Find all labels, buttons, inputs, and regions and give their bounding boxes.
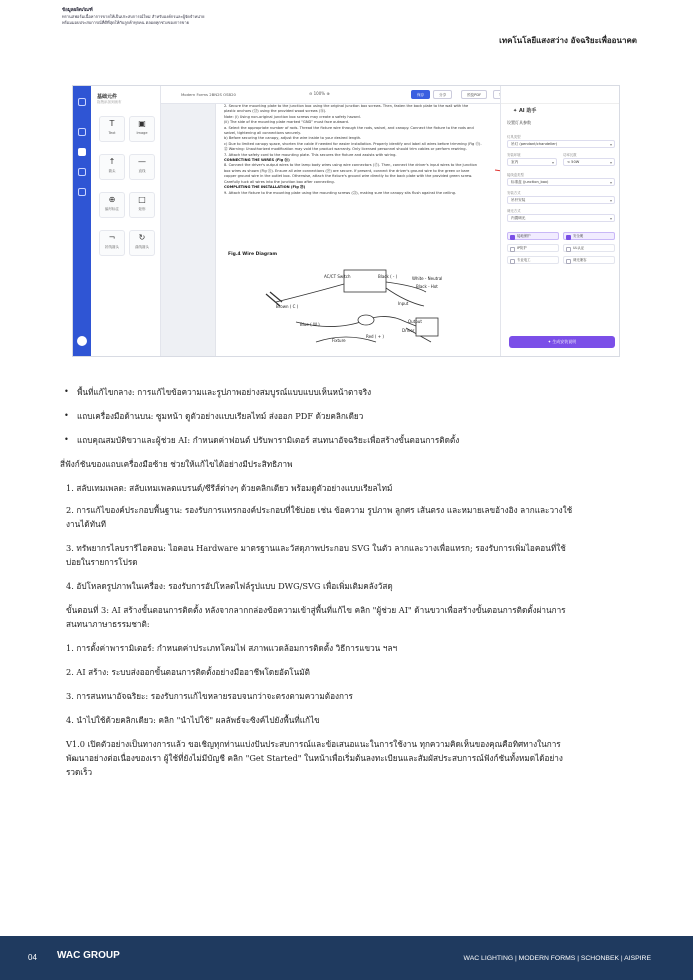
header-right-title: เทคโนโลยีแสงสว่าง อัจฉริยะเพื่ออนาคต [499, 35, 637, 45]
wire-label-output: Output [408, 319, 422, 324]
wire-label-input: Input [398, 301, 409, 306]
tile-elbow-arrow[interactable] [99, 230, 125, 256]
step-line: swivel, tightening all connections securely. [224, 131, 301, 136]
library-icon[interactable] [78, 168, 86, 176]
wire-label-black-hot: Black - Hot [416, 284, 438, 289]
generate-button[interactable]: ✦ 生成安装说明 [509, 336, 615, 348]
closing-paragraph: พัฒนาอย่างต่อเนื่องของเรา ผู้ใช้ที่ยังไม่มีบัญชี คลิก "Get Started" ในหน้าเพื่อเริ่มต้นลงทะเบียนและสัมผัสประสบการณ์ฟังก์ชันทั้งหมดได้อย่าง [66, 753, 563, 763]
tile-label: Image [136, 131, 148, 135]
tile-line[interactable] [129, 154, 155, 180]
field-label: 接线盒类型 [507, 173, 524, 177]
left-rail [73, 86, 91, 356]
step-line: Carefully tuck all wires into the junction box after connecting. [224, 179, 335, 184]
list-item: 2. AI สร้าง: ระบบส่งออกขั้นตอนการติดตั้งอย่างมืออาชีพโดยอัตโนมัติ [66, 667, 310, 677]
step-line: ⑫ Warning: Unauthorized modification may void the product warranty. Only licensed personnel should trim cables or perform rewiring. [224, 147, 467, 152]
wire-label-driver: Driver [402, 328, 415, 333]
wire-label-red: Red ( + ) [366, 334, 384, 339]
fixture-type-select[interactable]: 吊灯 (pendant/chandelier) ▾ [507, 140, 615, 148]
back-icon[interactable] [78, 98, 86, 106]
tile-text[interactable] [99, 116, 125, 142]
check-electrician[interactable]: 专业电工 [507, 256, 559, 264]
panel-title: ✦ AI 助手 [513, 108, 537, 114]
tile-rectangle[interactable] [129, 192, 155, 218]
wire-label-fixture: Fixture [332, 338, 346, 343]
list-item: 2. การแก้ไของค์ประกอบพื้นฐาน: รองรับการแทรกองค์ประกอบที่ใช้บ่อย เช่น ข้อความ รูปภาพ ลูกศร เส้นตรง และหมายเลขอ้างอิง ลากและวางใช้ [66, 505, 573, 515]
field-label: 功率瓦数 [563, 153, 577, 157]
bullet-item: • แถบคุณสมบัติขวาและผู้ช่วย AI: กำหนดค่าฟอนต์ ปรับพารามิเตอร์ สนทนาอัจฉริยะเพื่อสร้างขั้นตอนการติดตั้ง [65, 434, 459, 447]
text-icon: T [109, 119, 115, 128]
step-line: Note: (i) Using non-original junction box screws may create a safety hazard. [224, 114, 361, 119]
elements-icon[interactable] [78, 148, 86, 156]
list-item: 1. การตั้งค่าพารามิเตอร์: กำหนดค่าประเภทโคมไฟ สภาพแวดล้อมการติดตั้ง วิธีการแขวน ฯลฯ [66, 643, 398, 653]
step-line: c) Due to limited canopy space, shorten the cable if needed for easier installation. Properly identify and label all wires before trimming (Fig ⑮). [224, 141, 482, 146]
tile-label: 直线 [138, 169, 146, 173]
wire-label-blue: Blue ( W ) [300, 322, 320, 327]
document-title: Modern Forms 2BN2S OSB20 [181, 92, 236, 97]
save-button[interactable]: 保存 [411, 90, 430, 99]
header-left-line: ทรานสฟอร์มเนื้อหาการขายให้เป็นประสบการณ์ใหม่ สำหรับองค์กรและผู้จัดจำหน่าย [62, 14, 205, 19]
field-label: 安装环境 [507, 153, 521, 157]
bullet-item: • พื้นที่แก้ไขกลาง: การแก้ไขข้อความและรูปภาพอย่างสมบูรณ์แบบแบบเห็นหน้าตาจริง [65, 386, 371, 399]
field-label: 灯具类型 [507, 135, 521, 139]
app-screenshot [72, 85, 620, 357]
list-item: 4. นำไปใช้ด้วยคลิกเดียว: คลิก "นำไปใช้" ผลลัพธ์จะซิงค์ไปยังพื้นที่แก้ไข [66, 715, 320, 725]
wire-label-black: Black ( - ) [378, 274, 398, 279]
mounting-select[interactable]: 吊杆安装 ▾ [507, 196, 615, 204]
list-item: 4. อัปโหลดรูปภาพในเครื่อง: รองรับการอัปโหลดไฟล์รูปแบบ DWG/SVG เพื่อเพิ่มเติมคลังวัสดุ [66, 581, 393, 591]
wire-label-white: White - Neutral [412, 276, 443, 281]
step-line: 2. Secure the mounting plate to the junction box using the original junction box screws. Then, fasten the back plate to the wall with the [224, 104, 469, 108]
tile-label: 矩形 [138, 207, 146, 211]
bullet-item: • แถบเครื่องมือด้านบน: ซูมหน้า ดูตัวอย่างแบบเรียลไทม์ ส่งออก PDF ด้วยคลิกเดียว [65, 410, 363, 423]
image-icon: ▣ [138, 119, 146, 128]
junction-box-select[interactable]: 标准盒 (junction_box) ▾ [507, 178, 615, 186]
wac-group-logo: WAC GROUP [57, 950, 120, 961]
header-left-title: ข้อมูลผลิตภัณฑ์ [62, 8, 93, 13]
tile-label: Text [108, 131, 116, 135]
brand-list: WAC LIGHTING | MODERN FORMS | SCHONBEK | AISPIRE [463, 955, 651, 962]
zoom-value: 100% [313, 91, 326, 96]
field-label: 安装方式 [507, 191, 521, 195]
curve-arrow-icon: ↻ [138, 233, 146, 242]
panel-header [501, 86, 620, 104]
tile-label: 箭头 [108, 169, 116, 173]
element-library [91, 86, 161, 356]
wattage-select[interactable]: < 50W ▾ [563, 158, 615, 166]
step3-heading: ขั้นตอนที่ 3: AI สร้างขั้นตอนการติดตั้ง หลังจากลากกล่องข้อความเข้าสู่พื้นที่แก้ไข คลิก "ผู้ช่วย AI" ด้านขวาเพื่อสร้างขั้นตอนการติดตั้งผ่านการ [66, 605, 566, 615]
step-line: box wires as shown (Fig ⑱). Ensure all wire connections (⑲) are secure. If present, connect the driver's ground wire to the green or bare [224, 168, 470, 173]
wire-label-switch: AC/CT Switch [324, 274, 351, 279]
field-label: 调光方式 [507, 209, 521, 213]
arrow-icon: ↑ [108, 157, 116, 166]
step-line: 9. Attach the fixture to the mounting plate using the mounting screws (㉑), making sure the canopy sits flush against the ceiling. [224, 190, 457, 195]
closing-paragraph: รวดเร็ว [66, 767, 93, 777]
tile-number[interactable] [99, 192, 125, 218]
list-item: บ่อยในรายการโปรด [66, 557, 138, 567]
list-item: 3. ทรัพยากรไลบรารีไอคอน: ไอคอน Hardware มาตรฐานและวัสดุภาพประกอบ SVG ในตัว ลากและวางเพื่อแทรก; รองรับการเพิ่มไอคอนที่ใช้ [66, 543, 566, 553]
tile-curve-arrow[interactable] [129, 230, 155, 256]
figure-caption: Fig.4 Wire Diagram [228, 252, 278, 257]
ai-assistant-panel [500, 86, 620, 356]
header-left [62, 8, 262, 26]
step-line: copper ground wire in the outlet box. Otherwise, attach the fixture's ground wire directly to the back plate with the provided green screw. [224, 174, 473, 179]
elbow-arrow-icon: ¬ [108, 233, 116, 242]
avatar[interactable] [77, 336, 87, 346]
step-line: 8. Connect the driver's output wires to the lamp body wires using wire connectors (⑰). Then, connect the driver's input wires to the junction [224, 163, 477, 168]
tile-label: 折线箭头 [105, 245, 119, 249]
page-number: 04 [28, 953, 37, 962]
step-line: plastic anchors (⑬) using the provided wood screws (⑭). [224, 109, 327, 114]
dimming-select[interactable]: 内置调光 ▾ [507, 214, 615, 222]
list-item: 1. สลับเทมเพลต: สลับเทมเพลตแบรนด์/ซีรีส์ต่างๆ ด้วยคลิกเดียว พร้อมดูตัวอย่างแบบเรียลไทม์ [66, 483, 393, 493]
check-safety-cord[interactable]: 安全绳 [563, 232, 615, 240]
closing-paragraph: V1.0 เปิดตัวอย่างเป็นทางการแล้ว ขอเชิญทุกท่านแบ่งปันประสบการณ์และข้อเสนอแนะในการใช้งาน ทุกความคิดเห็นของคุณคือทิศทางในการ [66, 739, 561, 749]
step-line: b) Before securing the canopy, adjust the wire inside to your desired length. [224, 136, 362, 141]
intro-heading: สี่ฟังก์ชันของแถบเครื่องมือซ้าย ช่วยให้แก้ไขได้อย่างมีประสิทธิภาพ [60, 459, 293, 469]
tile-image[interactable] [129, 116, 155, 142]
environment-select[interactable]: 室内 ▾ [507, 158, 557, 166]
library-subtitle: 拖拽添加到画布 [97, 100, 122, 104]
zoom-level[interactable]: ⊖ 100% ⊕ [309, 91, 330, 96]
check-ip[interactable]: IP防护 [507, 244, 559, 252]
template-icon[interactable] [78, 128, 86, 136]
panel-section-title: 设置灯具参数 [507, 120, 531, 125]
share-button[interactable]: 分享 [433, 90, 452, 99]
tile-label: 曲线箭头 [135, 245, 149, 249]
tile-arrow[interactable] [99, 154, 125, 180]
library-title: 基础元件 [97, 94, 118, 100]
list-item: 3. การสนทนาอัจฉริยะ: รองรับการแก้ไขหลายรอบจนกว่าจะตรงตามความต้องการ [66, 691, 353, 701]
wire-label-brown: Brown ( C ) [276, 304, 299, 309]
check-grounding[interactable]: 接地保护 [507, 232, 559, 240]
upload-icon[interactable] [78, 188, 86, 196]
line-icon: — [138, 157, 146, 166]
check-dimmer[interactable]: 调光兼容 [563, 256, 615, 264]
install-steps[interactable] [224, 104, 486, 196]
step-line: 7. Attach the safety cord to the mounting plate. This secures the fixture and assists with wiring. [224, 152, 397, 157]
rectangle-icon: □ [138, 195, 146, 204]
header-left-line: พร้อมมอบประสบการณ์ที่ดีที่สุดให้กับลูกค้าทุกคน ตลอดทุกช่วงของการขาย [62, 20, 189, 25]
completing-title: COMPLETING THE INSTALLATION (Fig ⑳) [224, 185, 306, 190]
connecting-title: CONNECTING THE WIRES (Fig ⑯) [224, 158, 290, 163]
footer [0, 936, 693, 980]
preview-pdf-button[interactable]: 预览PDF [461, 90, 487, 99]
step-line: a. Select the appropriate number of rods. Thread the fixture wire through the rods, swivel, and canopy. Connect the fixture to the rods and [224, 125, 474, 130]
step3-heading: สนทนาภาษาธรรมชาติ: [66, 619, 150, 629]
number-icon: ⊕ [108, 195, 116, 204]
check-ul[interactable]: UL认证 [563, 244, 615, 252]
step-line: (ii) The side of the mounting plate marked “GND” must face outward. [224, 120, 350, 125]
list-item: งานได้ทันที [66, 519, 107, 529]
document-page[interactable] [215, 104, 501, 357]
tile-label: 编号标注 [105, 207, 119, 211]
